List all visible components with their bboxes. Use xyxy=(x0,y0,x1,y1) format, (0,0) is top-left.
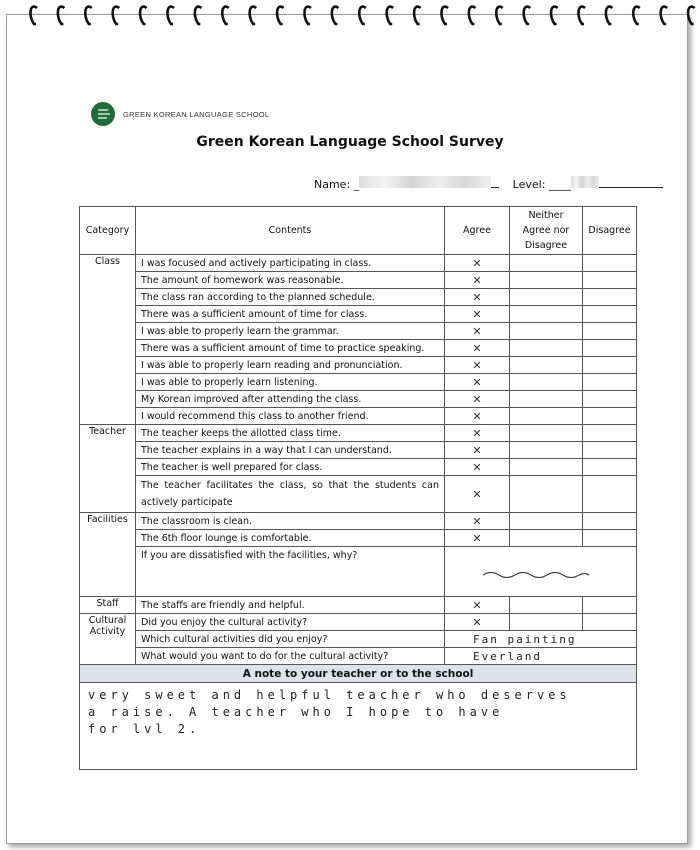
disagree-cell[interactable] xyxy=(583,614,637,631)
disagree-cell[interactable] xyxy=(583,425,637,442)
note-line: very sweet and helpful teacher who deserves xyxy=(88,688,571,702)
survey-row xyxy=(80,425,637,442)
header-neutral: Neither Agree nor Disagree xyxy=(510,207,583,255)
neutral-cell[interactable] xyxy=(510,459,583,476)
survey-row xyxy=(80,391,637,408)
header-agree: Agree xyxy=(445,207,510,255)
page-title: Green Korean Language School Survey xyxy=(196,134,504,150)
statement-cell: I was focused and actively participating in class. xyxy=(136,255,445,272)
statement-cell: I was able to properly learn reading and pronunciation. xyxy=(136,357,445,374)
spiral-ring xyxy=(58,7,65,24)
neutral-cell[interactable] xyxy=(510,391,583,408)
statement-cell: The teacher is well prepared for class. xyxy=(136,459,445,476)
agree-mark[interactable]: ✕ xyxy=(445,425,510,442)
disagree-cell[interactable] xyxy=(583,340,637,357)
handwritten-answer[interactable]: Fan painting xyxy=(445,631,637,648)
statement-cell: There was a sufficient amount of time to practice speaking. xyxy=(136,340,445,357)
agree-mark[interactable]: ✕ xyxy=(445,340,510,357)
category-cell: Facilities xyxy=(80,513,136,597)
disagree-cell[interactable] xyxy=(583,597,637,614)
neutral-cell[interactable] xyxy=(510,476,583,513)
statement-cell: The staffs are friendly and helpful. xyxy=(136,597,445,614)
category-cell: Cultural Activity xyxy=(80,614,136,665)
name-label: Name: _ xyxy=(314,178,360,191)
agree-mark[interactable]: ✕ xyxy=(445,323,510,340)
header-category: Category xyxy=(80,207,136,255)
spiral-ring xyxy=(332,7,339,24)
spiral-ring xyxy=(140,7,147,24)
statement-cell: There was a sufficient amount of time for class. xyxy=(136,306,445,323)
disagree-cell[interactable] xyxy=(583,513,637,530)
neutral-cell[interactable] xyxy=(510,425,583,442)
agree-mark[interactable]: ✕ xyxy=(445,255,510,272)
disagree-cell[interactable] xyxy=(583,323,637,340)
neutral-cell[interactable] xyxy=(510,408,583,425)
spiral-ring xyxy=(304,7,311,24)
survey-table xyxy=(79,206,637,770)
spiral-ring xyxy=(688,7,695,24)
redacted-name xyxy=(359,176,491,188)
agree-mark[interactable]: ✕ xyxy=(445,357,510,374)
spiral-ring xyxy=(469,7,476,24)
neutral-cell[interactable] xyxy=(510,614,583,631)
statement-cell: The teacher explains in a way that I can understand. xyxy=(136,442,445,459)
question-cell: Which cultural activities did you enjoy? xyxy=(136,631,445,648)
statement-cell: I was able to properly learn listening. xyxy=(136,374,445,391)
spiral-ring xyxy=(633,7,640,24)
spiral-ring xyxy=(85,7,92,24)
category-cell: Teacher xyxy=(80,425,136,513)
agree-mark[interactable]: ✕ xyxy=(445,530,510,547)
scribble-answer xyxy=(445,547,635,593)
disagree-cell[interactable] xyxy=(583,357,637,374)
spiral-ring xyxy=(661,7,668,24)
neutral-cell[interactable] xyxy=(510,374,583,391)
neutral-cell[interactable] xyxy=(510,357,583,374)
neutral-cell[interactable] xyxy=(510,289,583,306)
survey-row xyxy=(80,323,637,340)
level-field[interactable] xyxy=(571,176,663,188)
level-label: Level: ____ xyxy=(512,178,571,191)
survey-row xyxy=(80,306,637,323)
neutral-cell[interactable] xyxy=(510,323,583,340)
spiral-ring xyxy=(606,7,613,24)
agree-mark[interactable]: ✕ xyxy=(445,374,510,391)
agree-mark[interactable]: ✕ xyxy=(445,513,510,530)
spiral-ring xyxy=(195,7,202,24)
spiral-ring xyxy=(551,7,558,24)
survey-row xyxy=(80,459,637,476)
survey-row xyxy=(80,374,637,391)
statement-cell: My Korean improved after attending the class. xyxy=(136,391,445,408)
survey-row xyxy=(80,513,637,530)
agree-mark[interactable]: ✕ xyxy=(445,442,510,459)
agree-mark[interactable]: ✕ xyxy=(445,597,510,614)
agree-mark[interactable]: ✕ xyxy=(445,391,510,408)
statement-cell: The 6th floor lounge is comfortable. xyxy=(136,530,445,547)
agree-mark[interactable]: ✕ xyxy=(445,476,510,513)
spiral-ring xyxy=(113,7,120,24)
survey-row xyxy=(80,255,637,272)
disagree-cell[interactable] xyxy=(583,442,637,459)
agree-mark[interactable]: ✕ xyxy=(445,408,510,425)
agree-mark[interactable]: ✕ xyxy=(445,289,510,306)
neutral-cell[interactable] xyxy=(510,513,583,530)
spiral-ring xyxy=(167,7,174,24)
note-line: for lvl 2. xyxy=(88,722,201,736)
statement-cell: Did you enjoy the cultural activity? xyxy=(136,614,445,631)
survey-row xyxy=(80,357,637,374)
survey-row xyxy=(80,272,637,289)
spiral-ring xyxy=(441,7,448,24)
survey-row xyxy=(80,442,637,459)
spiral-ring xyxy=(578,7,585,24)
neutral-cell[interactable] xyxy=(510,306,583,323)
header-disagree: Disagree xyxy=(583,207,637,255)
statement-cell: The teacher facilitates the class, so that the students can actively participate xyxy=(136,476,445,513)
statement-cell: The classroom is clean. xyxy=(136,513,445,530)
redacted-level xyxy=(571,176,599,188)
answer-cell[interactable] xyxy=(445,547,637,597)
agree-mark[interactable]: ✕ xyxy=(445,306,510,323)
disagree-cell[interactable] xyxy=(583,459,637,476)
name-level-row xyxy=(314,176,663,191)
survey-row xyxy=(80,408,637,425)
agree-mark[interactable]: ✕ xyxy=(445,459,510,476)
survey-row xyxy=(80,476,637,513)
statement-cell: I would recommend this class to another friend. xyxy=(136,408,445,425)
statement-cell: The teacher keeps the allotted class time. xyxy=(136,425,445,442)
question-cell: What would you want to do for the cultural activity? xyxy=(136,648,445,665)
question-cell: If you are dissatisfied with the facilities, why? xyxy=(136,547,445,597)
school-logo xyxy=(90,101,269,127)
spiral-ring xyxy=(30,7,37,24)
survey-row xyxy=(80,340,637,357)
statement-cell: The class ran according to the planned schedule. xyxy=(136,289,445,306)
statement-cell: The amount of homework was reasonable. xyxy=(136,272,445,289)
spiral-ring xyxy=(387,7,394,24)
disagree-cell[interactable] xyxy=(583,272,637,289)
neutral-cell[interactable] xyxy=(510,597,583,614)
category-cell: Class xyxy=(80,255,136,425)
header-contents: Contents xyxy=(136,207,445,255)
neutral-cell[interactable] xyxy=(510,442,583,459)
disagree-cell[interactable] xyxy=(583,408,637,425)
spiral-ring xyxy=(414,7,421,24)
note-area[interactable] xyxy=(80,683,637,770)
spiral-ring xyxy=(496,7,503,24)
spiral-ring xyxy=(277,7,284,24)
agree-mark[interactable]: ✕ xyxy=(445,272,510,289)
survey-row xyxy=(80,530,637,547)
disagree-cell[interactable] xyxy=(583,374,637,391)
disagree-cell[interactable] xyxy=(583,255,637,272)
spiral-ring xyxy=(524,7,531,24)
neutral-cell[interactable] xyxy=(510,340,583,357)
agree-mark[interactable]: ✕ xyxy=(445,614,510,631)
survey-row xyxy=(80,614,637,631)
spiral-ring xyxy=(359,7,366,24)
leaf-logo-icon xyxy=(90,101,118,127)
survey-row xyxy=(80,289,637,306)
disagree-cell[interactable] xyxy=(583,530,637,547)
disagree-cell[interactable] xyxy=(583,391,637,408)
note-line: a raise. A teacher who I hope to have xyxy=(88,705,504,719)
category-cell: Staff xyxy=(80,597,136,614)
disagree-cell[interactable] xyxy=(583,476,637,513)
survey-row xyxy=(80,597,637,614)
spiral-binding xyxy=(0,0,700,30)
school-name: GREEN KOREAN LANGUAGE SCHOOL xyxy=(123,109,270,119)
neutral-cell[interactable] xyxy=(510,255,583,272)
statement-cell: I was able to properly learn the grammar. xyxy=(136,323,445,340)
neutral-cell[interactable] xyxy=(510,272,583,289)
spiral-ring xyxy=(222,7,229,24)
disagree-cell[interactable] xyxy=(583,306,637,323)
disagree-cell[interactable] xyxy=(583,289,637,306)
handwritten-answer[interactable]: Everland xyxy=(445,648,637,665)
spiral-ring xyxy=(250,7,257,24)
note-heading: A note to your teacher or to the school xyxy=(80,665,637,683)
neutral-cell[interactable] xyxy=(510,530,583,547)
name-field[interactable] xyxy=(359,176,499,188)
